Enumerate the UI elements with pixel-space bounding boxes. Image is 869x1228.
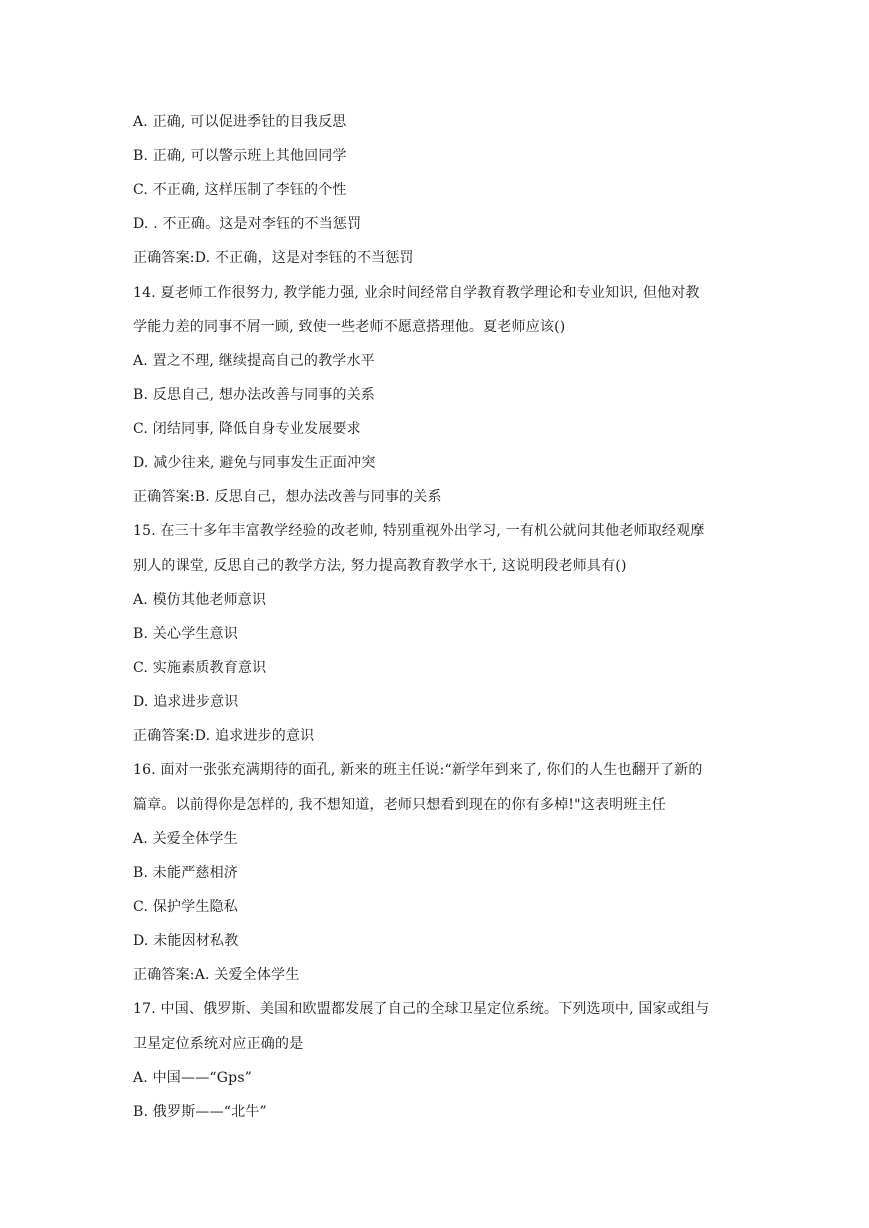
option-b: B. 正确, 可以警示班上其他回同学 bbox=[133, 148, 347, 164]
option-c: C. 实施素质教育意识 bbox=[133, 660, 267, 676]
option-a: A. 中国——“Gps” bbox=[133, 1070, 253, 1086]
option-d: D. . 不正确。这是对李钰的不当惩罚 bbox=[133, 216, 362, 232]
question-15-text-continued: 别人的课堂, 反思自己的教学方法, 努力提高教育教学水干, 这说明段老师具有() bbox=[133, 558, 627, 574]
question-14-text: 14. 夏老师工作很努力, 教学能力强, 业余时间经常自学教育教学理论和专业知识, 但他对教 bbox=[133, 285, 700, 301]
question-17-text: 17. 中国、俄罗斯、美国和欧盟都发展了自己的全球卫星定位系统。下列选项中, 国家或组与 bbox=[133, 1001, 710, 1017]
option-a: A. 正确, 可以促进季钍的目我反思 bbox=[133, 114, 347, 130]
question-16-text-continued: 篇章。以前得你是怎样的, 我不想知道，老师只想看到现在的你有多棹!"这表明班主任 bbox=[133, 797, 666, 813]
option-b: B. 关心学生意识 bbox=[133, 626, 238, 642]
answer-line: 正确答案:B. 反思自己，想办法改善与同事的关系 bbox=[133, 489, 442, 505]
option-b: B. 未能严慈相济 bbox=[133, 865, 238, 881]
option-a: A. 模仿其他老师意识 bbox=[133, 592, 267, 608]
answer-line: 正确答案:D. 追求进步的意识 bbox=[133, 728, 315, 744]
option-c: C. 保护学生隐私 bbox=[133, 899, 238, 915]
question-14-text-continued: 学能力差的同事不屑一顾, 致使一些老师不愿意搭理他。夏老师应该() bbox=[133, 319, 566, 335]
option-a: A. 关爱全体学生 bbox=[133, 831, 238, 847]
question-17-text-continued: 卫星定位系统对应正确的是 bbox=[133, 1036, 304, 1052]
option-c: C. 闭结同事, 降低自身专业发展要求 bbox=[133, 421, 361, 437]
option-d: D. 未能因材私教 bbox=[133, 933, 239, 949]
option-c: C. 不正确, 这样压制了李钰的个性 bbox=[133, 182, 347, 198]
option-b: B. 俄罗斯——“北牛” bbox=[133, 1104, 267, 1120]
answer-line: 正确答案:D. 不正确，这是对李钰的不当惩罚 bbox=[133, 250, 414, 266]
question-15-text: 15. 在三十多年丰富教学经验的改老帅, 特别重视外出学习, 一有机公就问其他老师取经观摩 bbox=[133, 523, 705, 539]
option-d: D. 减少往来, 避免与同事发生正面冲突 bbox=[133, 455, 376, 471]
option-d: D. 追求进步意识 bbox=[133, 694, 239, 710]
answer-line: 正确答案:A. 关爱全体学生 bbox=[133, 967, 300, 983]
option-b: B. 反思自己, 想办法改善与同事的关系 bbox=[133, 387, 376, 403]
question-16-text: 16. 面对一张张充满期待的面孔, 新来的班主任说:“新学年到来了, 你们的人生也翻开了新的 bbox=[133, 762, 703, 778]
option-a: A. 置之不理, 继续提高自己的教学水平 bbox=[133, 353, 375, 369]
